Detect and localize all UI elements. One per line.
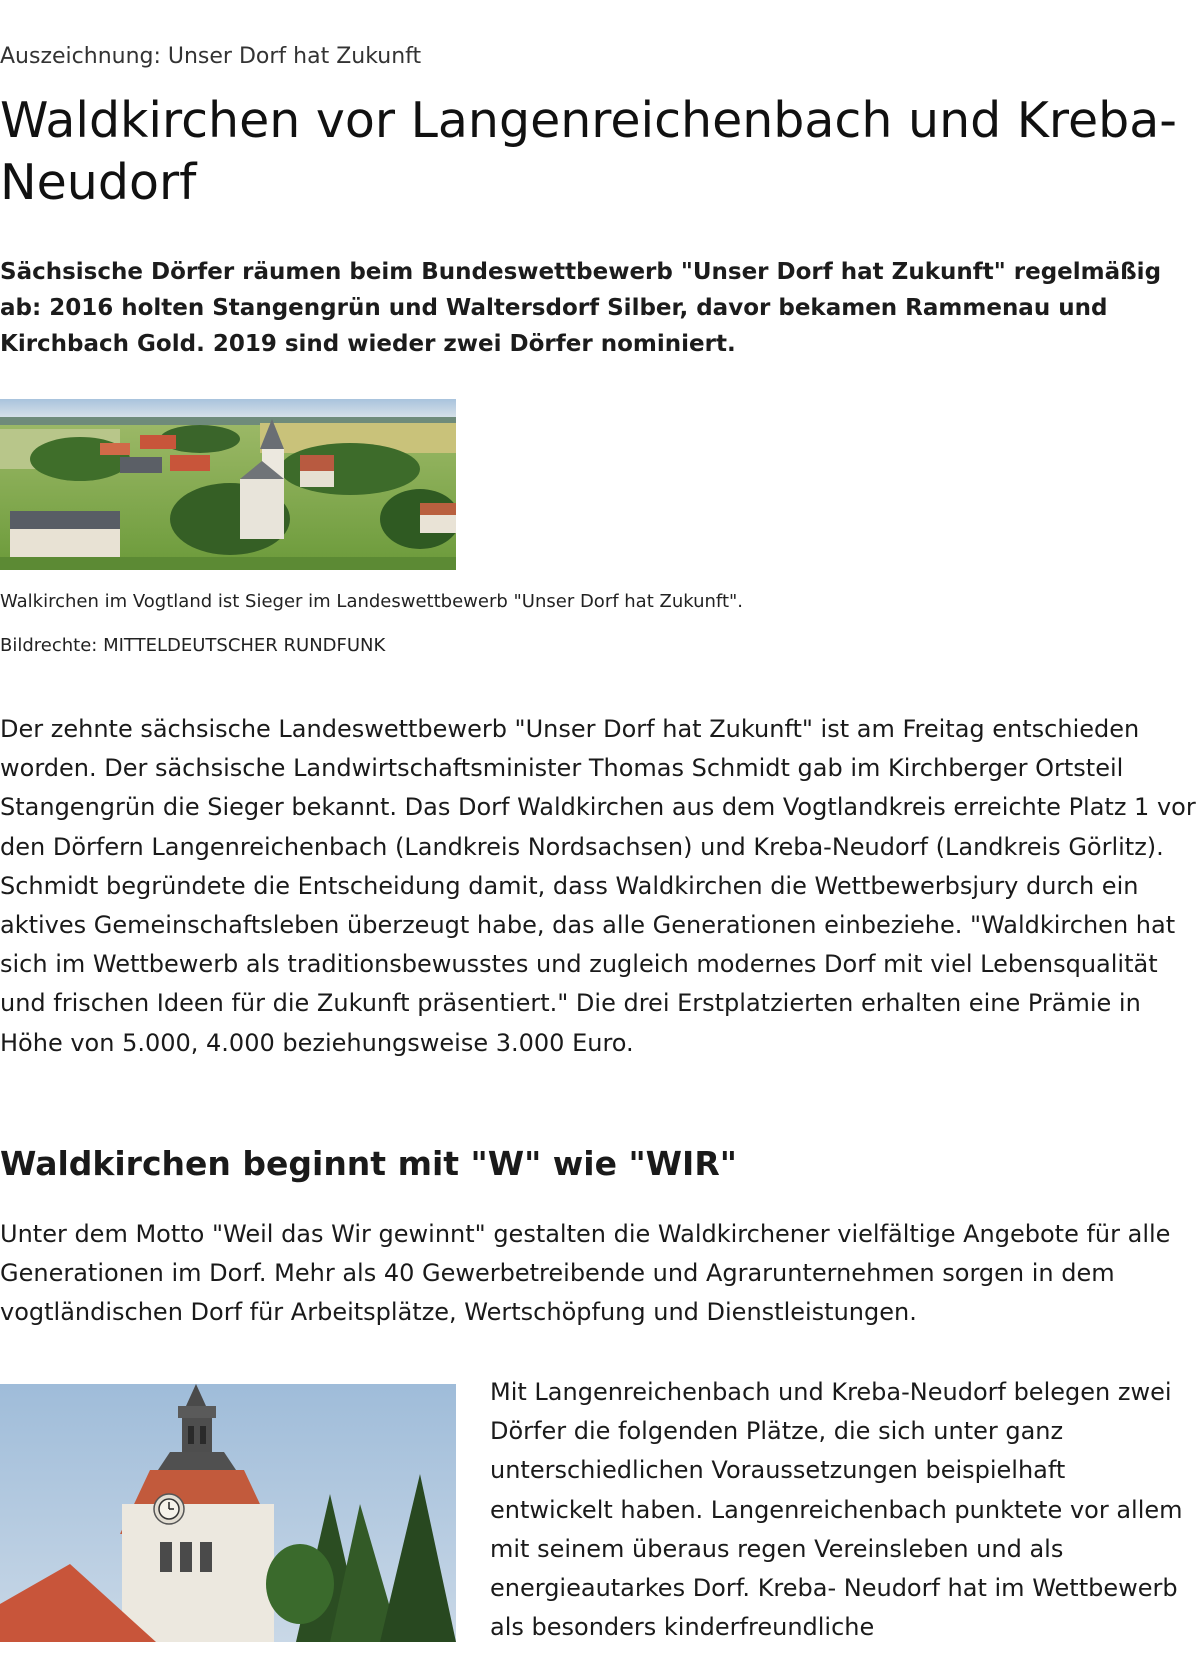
article-kicker: Auszeichnung: Unser Dorf hat Zukunft	[0, 44, 422, 69]
church-tower-photo[interactable]	[0, 1384, 456, 1642]
image-credit: Bildrechte: MITTELDEUTSCHER RUNDFUNK	[0, 635, 386, 656]
article-headline: Waldkirchen vor Langenreichenbach und Kreba-Neudorf	[0, 92, 1177, 211]
image-caption: Walkirchen im Vogtland ist Sieger im Landeswettbewerb "Unser Dorf hat Zukunft".	[0, 591, 744, 612]
article-lead: Sächsische Dörfer räumen beim Bundeswettbewerb "Unser Dorf hat Zukunft" regelmäßig ab: 2016 holten Stangengrün und Waltersdorf Silber, davor bekamen Rammenau und Kirchbach Gold. 2019 sind wieder zwei Dörfer nominiert.	[0, 259, 1162, 357]
article-paragraph: Unter dem Motto "Weil das Wir gewinnt" gestalten die Waldkirchener vielfältige Angebote für alle Generationen im Dorf. Mehr als 40 Gewerbetreibende und Agrarunternehmen sorgen in dem vogtländischen Dorf für Arbeitsplätze, Wertschöpfung und Dienstleistungen.	[0, 1220, 1171, 1327]
article-paragraph: Mit Langenreichenbach und Kreba-Neudorf belegen zwei Dörfer die folgenden Plätze, die sich unter ganz unterschiedlichen Voraussetzungen beispielhaft entwickelt haben. Langenreichenbach punktete vor allem mit seinem überaus regen Vereinsleben und als energieautarkes Dorf. Kreba- Neudorf hat im Wettbewerb als besonders kinderfreundliche	[490, 1378, 1183, 1642]
article-subheading: Waldkirchen beginnt mit "W" wie "WIR"	[0, 1144, 737, 1183]
village-aerial-photo[interactable]	[0, 399, 456, 570]
village-aerial-illustration	[0, 399, 456, 570]
church-tower-illustration	[0, 1384, 456, 1642]
article-paragraph: Der zehnte sächsische Landeswettbewerb "Unser Dorf hat Zukunft" ist am Freitag entschieden worden. Der sächsische Landwirtschaftsminister Thomas Schmidt gab im Kirchberger Ortsteil Stangengrün die Sieger bekannt. Das Dorf Waldkirchen aus dem Vogtlandkreis erreichte Platz 1 vor den Dörfern Langenreichenbach (Landkreis Nordsachsen) und Kreba-Neudorf (Landkreis Görlitz). Schmidt begründete die Entscheidung damit, dass Waldkirchen die Wettbewerbsjury durch ein aktives Gemeinschaftsleben überzeugt habe, das alle Generationen einbeziehe. "Waldkirchen hat sich im Wettbewerb als traditionsbewusstes und zugleich modernes Dorf mit viel Lebensqualität und frischen Ideen für die Zukunft präsentiert." Die drei Erstplatzierten erhalten eine Prämie in Höhe von 5.000, 4.000 beziehungsweise 3.000 Euro.	[0, 715, 1196, 1057]
